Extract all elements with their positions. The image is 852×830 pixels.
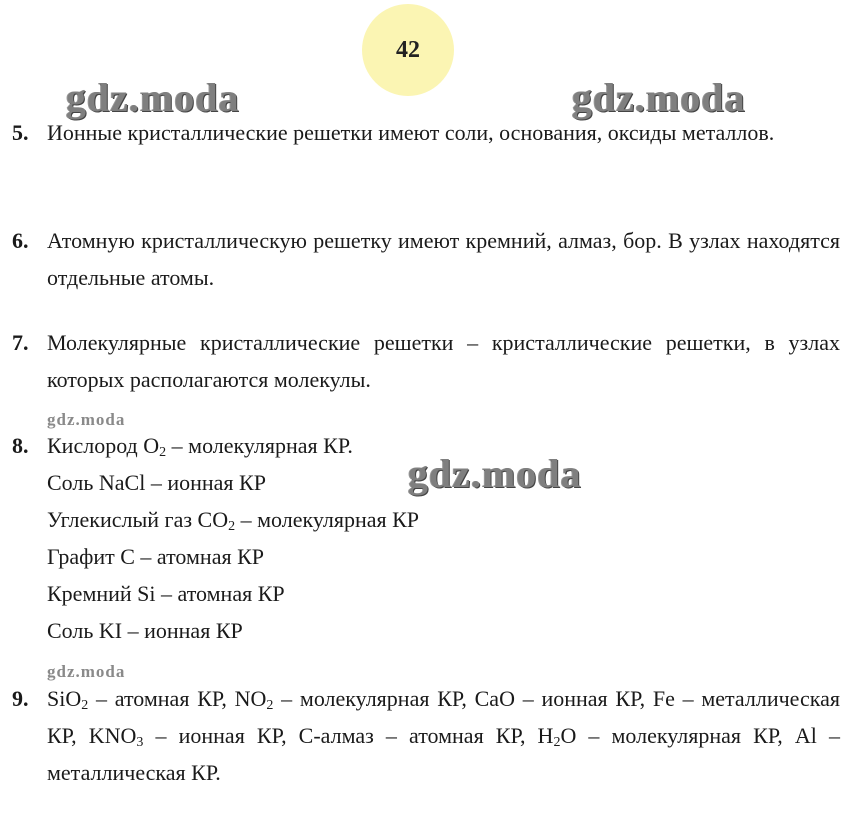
item-number: 9.	[12, 686, 29, 711]
answer-item-7	[12, 324, 840, 398]
answer-item-5	[12, 114, 840, 151]
item-text: Ионные кристаллические решетки имеют соли, основания, оксиды металлов.	[47, 120, 775, 145]
item-text: Молекулярные кристаллические решетки – кристаллические решетки, в узлах которых располагаются молекулы.	[47, 330, 840, 392]
answer-item-8	[12, 427, 840, 649]
item-number: 8.	[12, 433, 29, 458]
line-nacl: Соль NaCl – ионная КР	[47, 470, 266, 495]
answer-item-9	[12, 680, 840, 791]
item-text: SiO$_2$ – атомная КР, $NO_2$ – молекулярная КР, CaO – ионная КР, Fe – металлическая КР, $KNO_3$ – ионная КР, C-алмаз – атомная КР, $H_2O$ – молекулярная КР, Al – металлическая КР.	[47, 686, 841, 785]
item-text: Атомную кристаллическую решетку имеют кремний, алмаз, бор. В узлах находятся отдельные атомы.	[47, 228, 840, 290]
watermark-left: gdz.moda	[66, 75, 240, 120]
page-number-text: 42	[396, 36, 420, 63]
watermark-small-2: gdz.moda	[47, 662, 126, 681]
watermark-small-1: gdz.moda	[47, 410, 126, 429]
item-lines	[47, 427, 840, 649]
line-graphite: Графит C – атомная КР	[47, 544, 265, 569]
line-silicon: Кремний Si – атомная КР	[47, 581, 285, 606]
item-number: 5.	[12, 120, 29, 145]
page-number	[362, 4, 454, 96]
item-number: 7.	[12, 330, 29, 355]
line-co2: Углекислый газ $CO_2$ – молекулярная КР	[47, 507, 420, 534]
watermark-center: gdz.moda	[408, 451, 582, 496]
line-ki: Соль KI – ионная КР	[47, 618, 243, 643]
answer-item-6	[12, 222, 840, 296]
watermark-right: gdz.moda	[572, 75, 746, 120]
item-number: 6.	[12, 228, 29, 253]
line-oxygen: Кислород $O_2$ – молекулярная КР.	[47, 433, 353, 460]
